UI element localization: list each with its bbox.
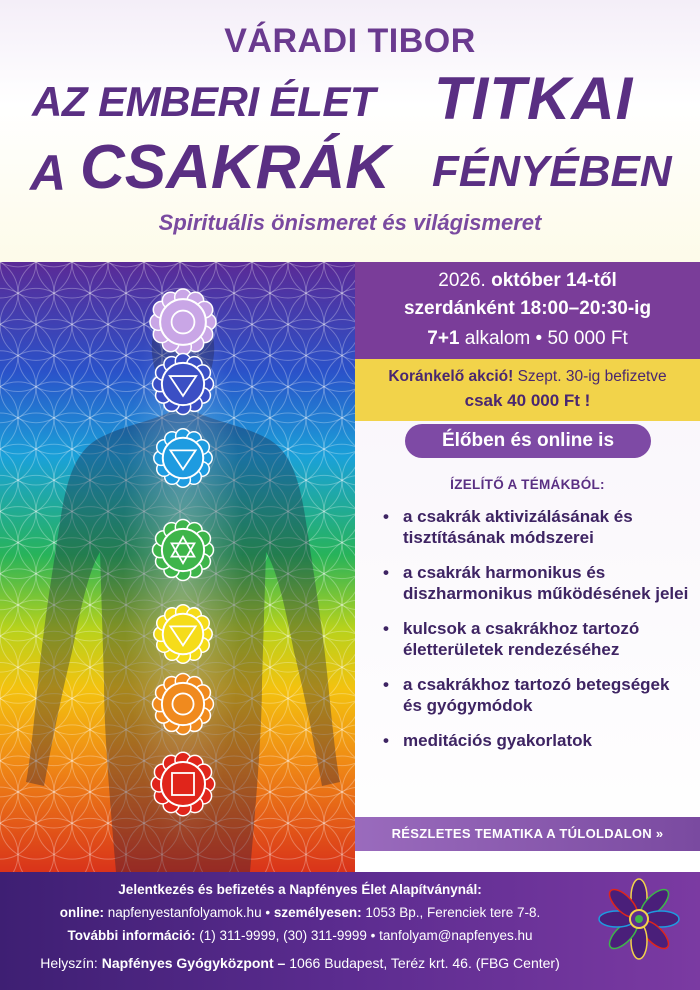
bullet-icon: • [383, 619, 389, 638]
session-label: alkalom [464, 328, 531, 349]
weekly-time: szerdánként 18:00–20:30-ig [403, 298, 652, 319]
separator-dot: • [265, 905, 271, 920]
topic-item [375, 618, 690, 660]
registration-line: Jelentkezés és befizetés a Napfényes Élet Alapítványnál: [118, 882, 482, 897]
chakra-crown-icon [148, 287, 218, 357]
topic-item [375, 674, 690, 716]
bullet-icon: • [383, 731, 389, 750]
promo-line [355, 368, 700, 386]
venue-line [0, 955, 600, 971]
sessions-and-price [355, 328, 700, 350]
chakra-third-eye-icon [151, 352, 216, 417]
online-label: online: [59, 905, 104, 920]
title-article: A [30, 145, 67, 201]
author-name: VÁRADI TIBOR [224, 22, 476, 60]
topic-text: a csakrák aktivizálásának és tisztításának módszerei [403, 507, 633, 547]
chakra-figure-svg [0, 262, 355, 872]
promo-label: Koránkelő akció! [388, 368, 514, 385]
topic-item [375, 506, 690, 548]
info-label: További információ: [67, 928, 196, 943]
separator-dot: • [370, 928, 376, 943]
topic-item [375, 562, 690, 604]
title-line2-end: FÉNYÉBEN [432, 147, 672, 196]
topic-text: a csakrákhoz tartozó betegségek és gyógymódok [403, 675, 670, 715]
topics-list [375, 506, 690, 765]
inperson-label: személyesen: [273, 905, 362, 920]
details-link[interactable]: RÉSZLETES TEMATIKA A TÚLOLDALON » [355, 817, 700, 851]
title-line1: AZ EMBERI ÉLET [32, 78, 376, 125]
footer [0, 872, 700, 990]
bullet-icon: • [383, 563, 389, 582]
topic-item [375, 730, 690, 751]
chakra-heart-icon [151, 518, 216, 583]
promo-condition: Szept. 30-ig befizetve [517, 368, 667, 385]
start-year: 2026. [438, 270, 486, 291]
venue-address: 1066 Budapest, Teréz krt. 46. (FBG Center) [289, 955, 560, 971]
topic-text: kulcsok a csakrákhoz tartozó életterületek rendezéséhez [403, 619, 640, 659]
info-panel [355, 262, 700, 872]
schedule-box [355, 262, 700, 359]
start-date [355, 270, 700, 292]
early-bird-box [355, 359, 700, 421]
inperson-address: 1053 Bp., Ferenciek tere 7-8. [365, 905, 541, 920]
topics-heading: ÍZELÍTŐ A TÉMÁKBÓL: [450, 477, 605, 492]
email-link[interactable]: tanfolyam@napfenyes.hu [379, 928, 533, 943]
chakra-solar-plexus-icon [152, 603, 214, 665]
contact-line [0, 928, 600, 943]
venue-label: Helyszín: [40, 955, 98, 971]
start-day: október 14-től [491, 270, 617, 291]
separator-dot: • [535, 328, 543, 349]
online-badge: Élőben és online is [405, 424, 651, 458]
bullet-icon: • [383, 507, 389, 526]
phone-numbers: (1) 311-9999, (30) 311-9999 [199, 928, 367, 943]
title-keyword-titkai: TITKAI [434, 65, 634, 132]
chakra-root-icon [149, 750, 217, 818]
session-count: 7+1 [427, 328, 460, 349]
topic-text: a csakrák harmonikus és diszharmonikus működésének jelei [403, 563, 689, 603]
foundation-logo-icon [598, 878, 680, 960]
chakra-sacral-icon [151, 672, 216, 737]
online-url-link[interactable]: napfenyestanfolyamok.hu [107, 905, 262, 920]
venue-name: Napfényes Gyógyközpont – [101, 955, 286, 971]
subtitle: Spirituális önismeret és világismeret [158, 210, 542, 235]
chakra-illustration [0, 262, 355, 872]
title-keyword-csakrak: CSAKRÁK [80, 133, 390, 202]
course-price: 50 000 Ft [547, 328, 628, 349]
bullet-icon: • [383, 675, 389, 694]
topic-text: meditációs gyakorlatok [403, 731, 592, 750]
chakra-throat-icon [152, 427, 214, 489]
header [0, 0, 700, 262]
registration-details [0, 905, 600, 920]
promo-price: csak 40 000 Ft ! [464, 391, 591, 410]
